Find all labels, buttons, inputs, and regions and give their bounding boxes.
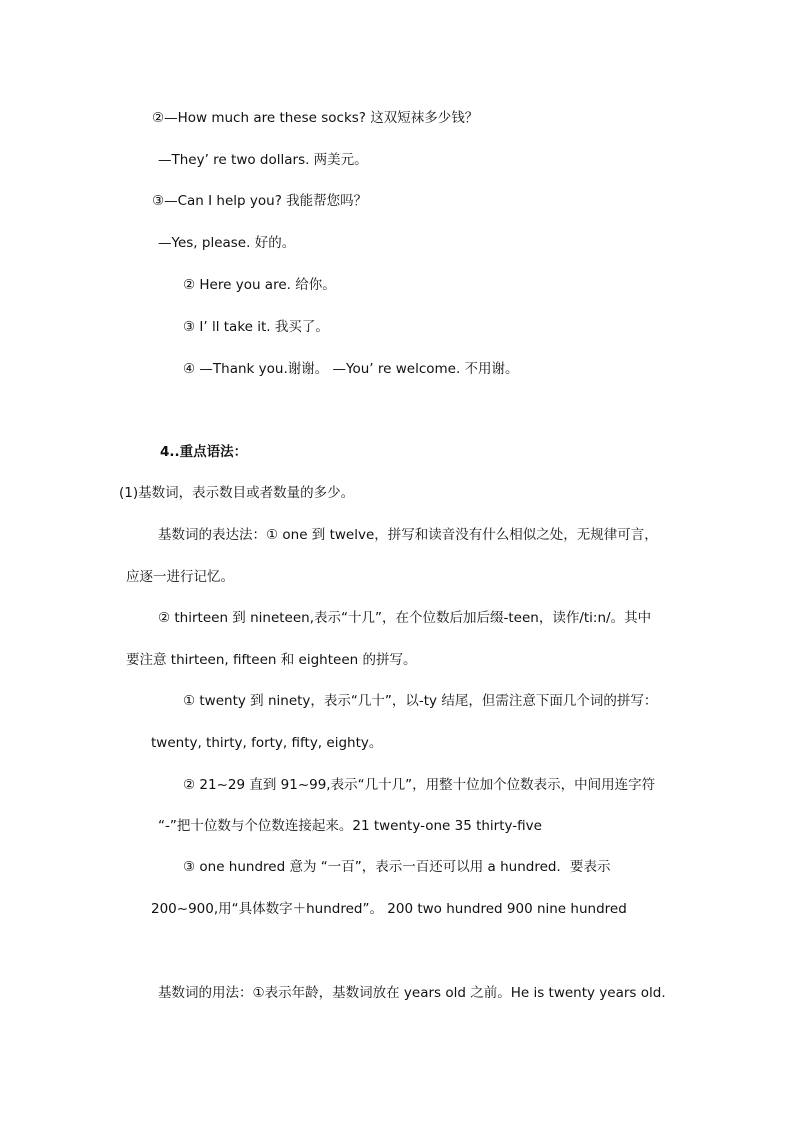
phrase-thank-you: ④ —Thank you.谢谢。 —You’ re welcome. 不用谢。	[183, 361, 519, 377]
phrase-take-it: ③ I’ ll take it. 我买了。	[183, 319, 329, 335]
dialogue-question-3: ③—Can I help you? 我能帮您吗？	[152, 193, 368, 209]
rule-4-line-b: “-”把十位数与个位数连接起来。21 twenty-one 35 thirty-five	[158, 818, 542, 834]
rule-4-line-a: ② 21~29 直到 91~99,表示“几十几”，用整十位加个位数表示，中间用连字符	[183, 777, 656, 793]
dialogue-question-2: ②—How much are these socks? 这双短袜多少钱？	[152, 110, 479, 126]
dialogue-answer-3: —Yes, please. 好的。	[158, 235, 296, 251]
rule-1-line-a: 基数词的表达法：① one 到 twelve，拼写和读音没有什么相似之处，无规律可言，	[158, 527, 658, 543]
cardinal-intro: (1)基数词，表示数目或者数量的多少。	[119, 485, 355, 501]
rule-3-line-a: ① twenty 到 ninety，表示“几十”，以-ty 结尾，但需注意下面几个词的拼写：	[183, 693, 658, 709]
usage-line: 基数词的用法：①表示年龄，基数词放在 years old 之前。He is twenty years old.	[158, 985, 666, 1001]
rule-2-line-a: ② thirteen 到 nineteen,表示“十几”，在个位数后加后缀-teen，读作/ti:n/。其中	[158, 610, 652, 626]
rule-2-line-b: 要注意 thirteen, fifteen 和 eighteen 的拼写。	[126, 652, 417, 668]
rule-3-line-b: twenty, thirty, forty, fifty, eighty。	[151, 735, 383, 751]
rule-5-line-b: 200~900,用“具体数字＋hundred”。 200 two hundred 900 nine hundred	[151, 901, 627, 917]
rule-5-line-a: ③ one hundred 意为 “一百”，表示一百还可以用 a hundred．要表示	[183, 859, 611, 875]
section-heading: 4..重点语法：	[160, 444, 248, 460]
rule-1-line-b: 应逐一进行记忆。	[126, 569, 234, 585]
phrase-here-you-are: ② Here you are. 给你。	[183, 277, 336, 293]
dialogue-answer-2: —They’ re two dollars. 两美元。	[158, 152, 368, 168]
